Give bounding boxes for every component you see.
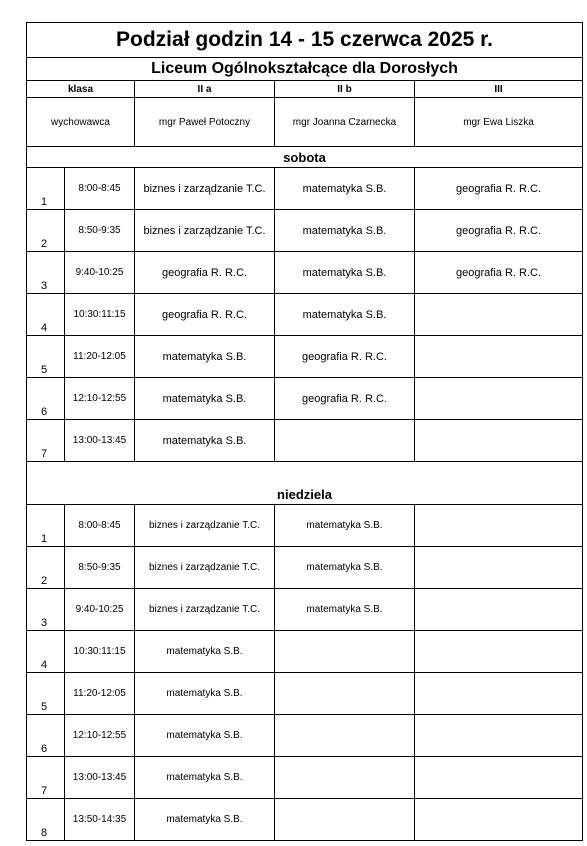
lesson-2b: [275, 715, 415, 757]
day-header-saturday: sobota: [27, 147, 583, 168]
lesson-number: 1: [27, 168, 65, 210]
lesson-2b: matematyka S.B.: [275, 210, 415, 252]
lesson-2a: matematyka S.B.: [135, 757, 275, 799]
lesson-number: 5: [27, 673, 65, 715]
lesson-time: 8:00-8:45: [65, 168, 135, 210]
lesson-time: 8:00-8:45: [65, 505, 135, 547]
table-row: [27, 336, 583, 378]
lesson-number: 7: [27, 757, 65, 799]
lesson-2a: matematyka S.B.: [135, 673, 275, 715]
lesson-2a: matematyka S.B.: [135, 715, 275, 757]
lesson-time: 11:20-12:05: [65, 673, 135, 715]
schedule-table: [26, 22, 583, 841]
lesson-2a: biznes i zarządzanie T.C.: [135, 547, 275, 589]
schedule-sheet: [26, 22, 582, 841]
lesson-number: 3: [27, 252, 65, 294]
lesson-number: 2: [27, 547, 65, 589]
lesson-2a: matematyka S.B.: [135, 799, 275, 841]
lesson-time: 10:30:11:15: [65, 631, 135, 673]
lesson-3: [415, 547, 583, 589]
table-row: [27, 378, 583, 420]
lesson-number: 4: [27, 294, 65, 336]
lesson-2b: [275, 799, 415, 841]
lesson-number: 3: [27, 589, 65, 631]
lesson-number: 5: [27, 336, 65, 378]
lesson-2a: matematyka S.B.: [135, 420, 275, 462]
lesson-time: 8:50-9:35: [65, 210, 135, 252]
lesson-2a: geografia R. R.C.: [135, 252, 275, 294]
table-row: [27, 673, 583, 715]
lesson-time: 9:40-10:25: [65, 589, 135, 631]
lesson-3: geografia R. R.C.: [415, 168, 583, 210]
lesson-3: [415, 631, 583, 673]
lesson-2b: matematyka S.B.: [275, 547, 415, 589]
lesson-2a: geografia R. R.C.: [135, 294, 275, 336]
lesson-number: 6: [27, 715, 65, 757]
lesson-2b: geografia R. R.C.: [275, 336, 415, 378]
lesson-number: 6: [27, 378, 65, 420]
lesson-2b: matematyka S.B.: [275, 505, 415, 547]
lesson-time: 9:40-10:25: [65, 252, 135, 294]
class-header-3: III: [415, 81, 583, 98]
class-header-2b: II b: [275, 81, 415, 98]
lesson-time: 10:30:11:15: [65, 294, 135, 336]
lesson-2a: biznes i zarządzanie T.C.: [135, 505, 275, 547]
lesson-2b: [275, 673, 415, 715]
table-row: [27, 715, 583, 757]
lesson-time: 8:50-9:35: [65, 547, 135, 589]
page-title: Podział godzin 14 - 15 czerwca 2025 r.: [27, 23, 583, 58]
lesson-3: [415, 294, 583, 336]
spacer-row: [27, 462, 583, 483]
lesson-time: 13:00-13:45: [65, 420, 135, 462]
lesson-3: geografia R. R.C.: [415, 252, 583, 294]
lesson-3: [415, 589, 583, 631]
lesson-2b: [275, 631, 415, 673]
lesson-3: [415, 420, 583, 462]
lesson-number: 8: [27, 799, 65, 841]
spacer-cell: [27, 462, 583, 483]
lesson-3: [415, 505, 583, 547]
lesson-3: [415, 336, 583, 378]
day-header-sunday: niedziela: [27, 482, 583, 505]
lesson-2b: matematyka S.B.: [275, 252, 415, 294]
lesson-2a: matematyka S.B.: [135, 336, 275, 378]
lesson-time: 12:10-12:55: [65, 378, 135, 420]
lesson-2b: [275, 757, 415, 799]
lesson-3: [415, 673, 583, 715]
lesson-2b: matematyka S.B.: [275, 294, 415, 336]
lesson-time: 11:20-12:05: [65, 336, 135, 378]
lesson-number: 1: [27, 505, 65, 547]
table-row: [27, 505, 583, 547]
table-row: [27, 631, 583, 673]
class-header-2a: II a: [135, 81, 275, 98]
lesson-3: [415, 799, 583, 841]
lesson-number: 7: [27, 420, 65, 462]
table-row: [27, 420, 583, 462]
table-row: [27, 589, 583, 631]
lesson-2a: biznes i zarządzanie T.C.: [135, 168, 275, 210]
tutor-label: wychowawca: [27, 98, 135, 147]
class-label: klasa: [27, 81, 135, 98]
table-row: [27, 168, 583, 210]
table-row: [27, 757, 583, 799]
lesson-time: 13:50-14:35: [65, 799, 135, 841]
table-row: [27, 252, 583, 294]
lesson-3: [415, 757, 583, 799]
lesson-2b: geografia R. R.C.: [275, 378, 415, 420]
lesson-2b: matematyka S.B.: [275, 168, 415, 210]
tutor-2b: mgr Joanna Czarnecka: [275, 98, 415, 147]
lesson-2b: matematyka S.B.: [275, 589, 415, 631]
tutor-2a: mgr Paweł Potoczny: [135, 98, 275, 147]
table-row: [27, 210, 583, 252]
tutor-3: mgr Ewa Liszka: [415, 98, 583, 147]
lesson-number: 2: [27, 210, 65, 252]
table-row: [27, 799, 583, 841]
lesson-2a: matematyka S.B.: [135, 631, 275, 673]
lesson-3: geografia R. R.C.: [415, 210, 583, 252]
lesson-3: [415, 715, 583, 757]
lesson-time: 12:10-12:55: [65, 715, 135, 757]
lesson-number: 4: [27, 631, 65, 673]
lesson-2a: biznes i zarządzanie T.C.: [135, 210, 275, 252]
lesson-time: 13:00-13:45: [65, 757, 135, 799]
lesson-3: [415, 378, 583, 420]
school-name: Liceum Ogólnokształcące dla Dorosłych: [27, 58, 583, 81]
lesson-2a: matematyka S.B.: [135, 378, 275, 420]
lesson-2a: biznes i zarządzanie T.C.: [135, 589, 275, 631]
table-row: [27, 294, 583, 336]
table-row: [27, 547, 583, 589]
lesson-2b: [275, 420, 415, 462]
